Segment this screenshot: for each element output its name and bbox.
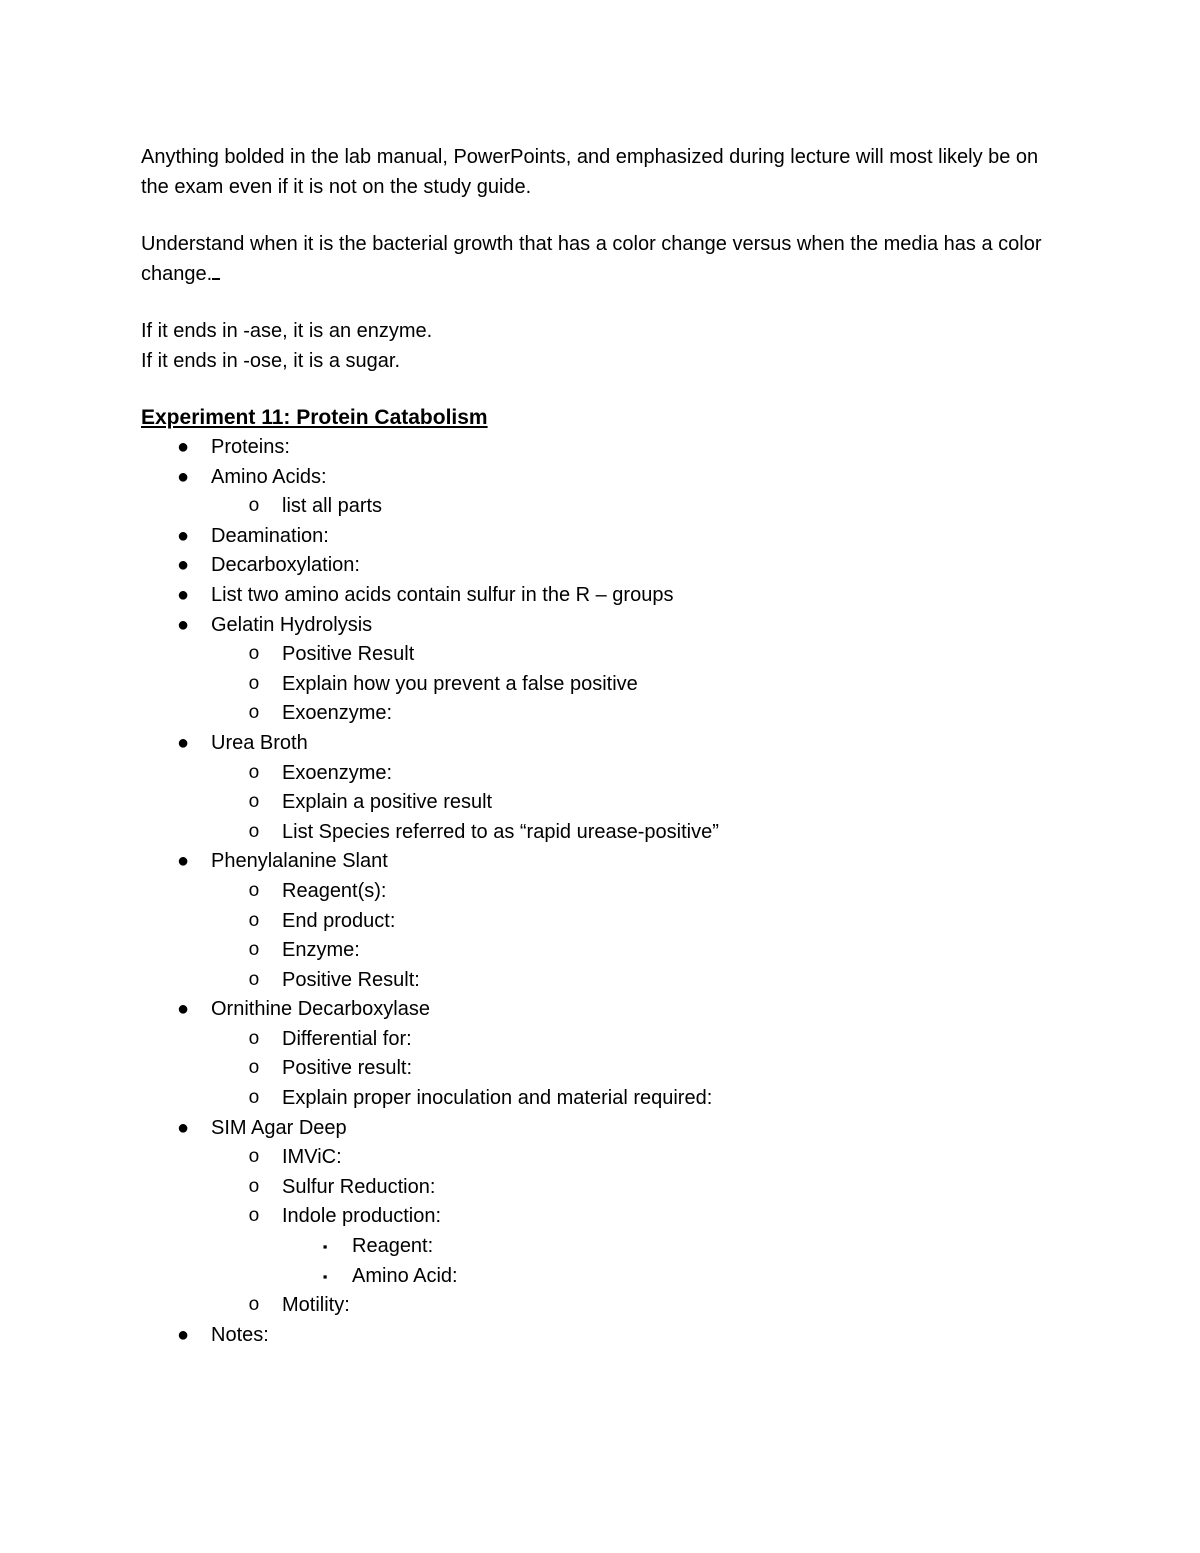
sub-sub-list-item-label: Reagent:	[352, 1235, 434, 1258]
bullet-circle-icon: o	[248, 909, 260, 932]
bullet-dot-icon: ●	[176, 613, 190, 636]
bullet-circle-icon: o	[248, 1175, 260, 1198]
sub-sub-list-item	[141, 1232, 1071, 1262]
bullet-circle-icon: o	[248, 1027, 260, 1050]
sub-list-item-label: list all parts	[282, 495, 383, 518]
bullet-circle-icon: o	[248, 1146, 260, 1169]
bullet-dot-icon: ●	[176, 1323, 190, 1346]
list-item	[141, 729, 1071, 759]
bullet-dot-icon: ●	[176, 998, 190, 1021]
sub-list-item-label: Indole production:	[282, 1205, 442, 1228]
intro-paragraph-bolded	[141, 142, 1071, 202]
sub-list-item	[141, 1202, 1071, 1232]
sub-list-item-label: Exoenzyme:	[282, 702, 393, 725]
bullet-dot-icon: ●	[176, 554, 190, 577]
bullet-dot-icon: ●	[176, 436, 190, 458]
rule-ose	[141, 346, 1071, 376]
sub-list-item-label: Exoenzyme:	[282, 761, 393, 784]
sub-list-item-label: Differential for:	[282, 1027, 412, 1050]
list-item-label: Amino Acids:	[211, 465, 327, 488]
sub-sub-list-item	[141, 1262, 1071, 1292]
sub-list-item	[141, 1054, 1071, 1084]
sub-list-item-label: Explain a positive result	[282, 791, 493, 814]
sub-list-item	[141, 907, 1071, 937]
sub-list-item	[141, 877, 1071, 907]
sub-list-item-label: Explain how you prevent a false positive	[282, 672, 638, 695]
rule-ase-text: If it ends in -ase, it is an enzyme.	[141, 320, 433, 342]
bullet-circle-icon: o	[248, 968, 260, 991]
sub-list-item	[141, 759, 1071, 789]
list-item-label: SIM Agar Deep	[211, 1116, 347, 1139]
section-heading: Experiment 11: Protein Catabolism	[141, 406, 488, 429]
bullet-circle-icon: o	[248, 672, 260, 695]
sub-list-item	[141, 1291, 1071, 1321]
list-item-label: Urea Broth	[211, 731, 308, 754]
list-item-label: List two amino acids contain sulfur in the R – groups	[211, 583, 674, 606]
list-item-label: Notes:	[211, 1323, 269, 1346]
bullet-dot-icon: ●	[176, 583, 190, 606]
bullet-square-icon: ▪	[322, 1268, 328, 1284]
list-item	[141, 581, 1071, 611]
bullet-dot-icon: ●	[176, 1116, 190, 1139]
list-item	[141, 551, 1071, 581]
bullet-circle-icon: o	[248, 1057, 260, 1080]
list-item-label: Gelatin Hydrolysis	[211, 613, 373, 636]
sub-list-item	[141, 492, 1071, 522]
text-cursor-mark	[212, 260, 220, 280]
intro-paragraph-color-change-text: Understand when it is the bacterial growth that has a color change versus when the media has a color change.	[141, 233, 1042, 285]
sub-list-item-label: Reagent(s):	[282, 879, 387, 902]
sub-list-item-label: End product:	[282, 909, 396, 932]
bullet-dot-icon: ●	[176, 524, 190, 547]
intro-paragraph-bolded-text: Anything bolded in the lab manual, PowerPoints, and emphasized during lecture will most likely be on the exam even if it is not on the study guide.	[141, 146, 1039, 198]
list-item-label: Ornithine Decarboxylase	[211, 998, 430, 1021]
sub-list-item	[141, 699, 1071, 729]
sub-list-item	[141, 966, 1071, 996]
sub-list-item	[141, 818, 1071, 848]
list-item	[141, 1321, 1071, 1351]
list-item	[141, 522, 1071, 552]
document-body	[141, 142, 1071, 1350]
list-item	[141, 611, 1071, 641]
sub-list-item-label: List Species referred to as “rapid urease-positive”	[282, 820, 719, 843]
sub-list-item-label: Positive Result	[282, 643, 415, 666]
list-item	[141, 995, 1071, 1025]
rule-ase	[141, 316, 1071, 346]
sub-list-item	[141, 670, 1071, 700]
sub-list-item	[141, 1173, 1071, 1203]
rule-ose-text: If it ends in -ose, it is a sugar.	[141, 350, 401, 372]
sub-list-item-label: Sulfur Reduction:	[282, 1175, 436, 1198]
bullet-circle-icon: o	[248, 702, 260, 725]
sub-list-item-label: Positive Result:	[282, 968, 420, 991]
sub-list-item	[141, 640, 1071, 670]
list-item	[141, 463, 1071, 493]
bullet-dot-icon: ●	[176, 850, 190, 873]
bullet-dot-icon: ●	[176, 465, 190, 488]
bullet-square-icon: ▪	[322, 1239, 328, 1255]
intro-paragraph-color-change	[141, 229, 1071, 289]
list-item	[141, 433, 1071, 463]
bullet-circle-icon: o	[248, 820, 260, 843]
sub-list-item	[141, 1143, 1071, 1173]
bullet-circle-icon: o	[248, 495, 260, 518]
list-item	[141, 1114, 1071, 1144]
list-item-label: Proteins:	[211, 436, 290, 458]
bullet-dot-icon: ●	[176, 731, 190, 754]
list-item-label: Phenylalanine Slant	[211, 850, 388, 873]
study-list	[141, 433, 1071, 1350]
bullet-circle-icon: o	[248, 939, 260, 962]
sub-list-item	[141, 788, 1071, 818]
bullet-circle-icon: o	[248, 1087, 260, 1110]
sub-list-item-label: Enzyme:	[282, 939, 360, 962]
list-item-label: Deamination:	[211, 524, 329, 547]
sub-list-item	[141, 1025, 1071, 1055]
sub-list-item-label: Positive result:	[282, 1057, 413, 1080]
sub-sub-list-item-label: Amino Acid:	[352, 1264, 458, 1287]
bullet-circle-icon: o	[248, 879, 260, 902]
bullet-circle-icon: o	[248, 643, 260, 666]
sub-list-item-label: IMViC:	[282, 1146, 342, 1169]
bullet-circle-icon: o	[248, 791, 260, 814]
sub-list-item-label: Explain proper inoculation and material required:	[282, 1087, 713, 1110]
sub-list-item	[141, 1084, 1071, 1114]
list-item	[141, 847, 1071, 877]
bullet-circle-icon: o	[248, 1205, 260, 1228]
bullet-circle-icon: o	[248, 761, 260, 784]
sub-list-item-label: Motility:	[282, 1294, 350, 1317]
sub-list-item	[141, 936, 1071, 966]
list-item-label: Decarboxylation:	[211, 554, 360, 577]
bullet-circle-icon: o	[248, 1294, 260, 1317]
